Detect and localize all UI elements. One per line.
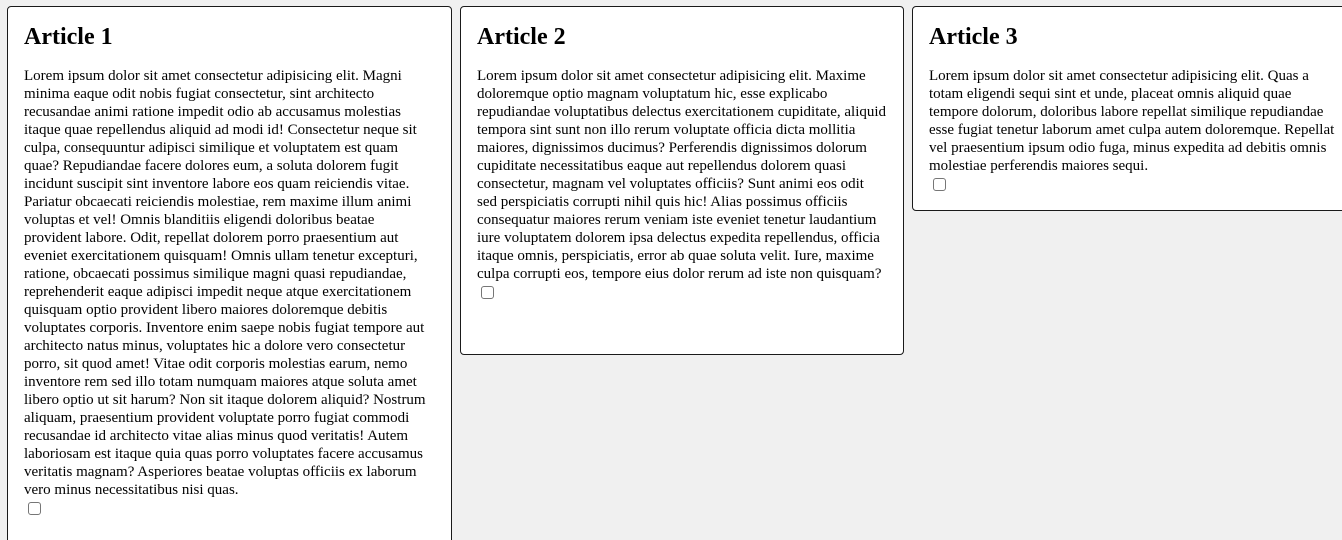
article-checkbox[interactable] <box>28 502 41 515</box>
article-title: Article 3 <box>929 24 1018 50</box>
article-card-2 <box>460 6 904 355</box>
article-title: Article 1 <box>24 24 113 50</box>
article-checkbox[interactable] <box>481 286 494 299</box>
article-title: Article 2 <box>477 24 566 50</box>
article-card-1 <box>7 6 452 540</box>
article-body: Lorem ipsum dolor sit amet consectetur adipisicing elit. Quas a totam eligendi sequi sint et unde, placeat omnis aliquid quae tempore dolorum, doloribus labore repellat similique repudiandae esse fugiat tenetur laborum amet culpa autem doloremque. Repellat vel praesentium ipsum odio fuga, minus expedita ad debitis omnis molestiae perferendis maiores sequi. <box>929 68 1335 174</box>
article-card-3 <box>912 6 1342 211</box>
article-body: Lorem ipsum dolor sit amet consectetur adipisicing elit. Magni minima eaque odit nobis fugiat consectetur, sint architecto recusandae animi ratione impedit odio ab accusamus molestias itaque quae repellendus aliquid ad modi id! Consectetur neque sit culpa, consequuntur adipisci similique et voluptatem est quam quae? Repudiandae facere dolores eum, a soluta dolorem fugit incidunt suscipit sint inventore labore eos quam reiciendis vitae. Pariatur obcaecati reiciendis molestiae, rem maxime illum animi voluptas et vel! Omnis blanditiis eligendi doloribus beatae provident labore. Odit, repellat dolorem porro praesentium aut eveniet exercitationem quisquam! Omnis ullam tenetur excepturi, ratione, obcaecati possimus similique magni quasi repudiandae, reprehenderit eaque adipisci impedit neque atque exercitationem quisquam optio provident libero maiores doloremque debitis voluptates corporis. Inventore enim saepe nobis fugiat tempore aut architecto natus minus, voluptates hic a dolore vero consectetur porro, sit quod amet! Vitae odit corporis molestias earum, nemo inventore rem sed illo totam numquam maiores atque soluta amet libero optio ut sit harum? Non sit itaque dolorem aliquid? Nostrum aliquam, praesentium provident voluptate porro fugiat commodi recusandae id architecto vitae alias minus quod veritatis! Autem laboriosam est itaque quia quas porro voluptates facere accusamus veritatis magnam? Asperiores beatae voluptas officiis ex laborum vero minus necessitatibus nisi quas. <box>24 68 426 498</box>
article-body: Lorem ipsum dolor sit amet consectetur adipisicing elit. Maxime doloremque optio magnam voluptatum hic, esse explicabo repudiandae voluptatibus delectus exercitationem cupiditate, aliquid tempora sint sunt non illo rerum voluptate officia dicta mollitia maiores, dignissimos ducimus? Perferendis dignissimos dolorum cupiditate necessitatibus eaque aut repellendus dolorem quasi consectetur, magnam vel voluptates officiis? Sunt animi eos odit sed perspiciatis corrupti nihil quis hic! Alias possimus officiis consequatur maiores rerum veniam iste eveniet tenetur laudantium iure voluptatem dolorem ipsa delectus expedita repellendus, officia itaque omnis, perspiciatis, error ab quae soluta velit. Iure, maxime culpa corrupti eos, tempore eius dolor rerum ad iste non quisquam? <box>477 68 887 282</box>
article-checkbox[interactable] <box>933 178 946 191</box>
